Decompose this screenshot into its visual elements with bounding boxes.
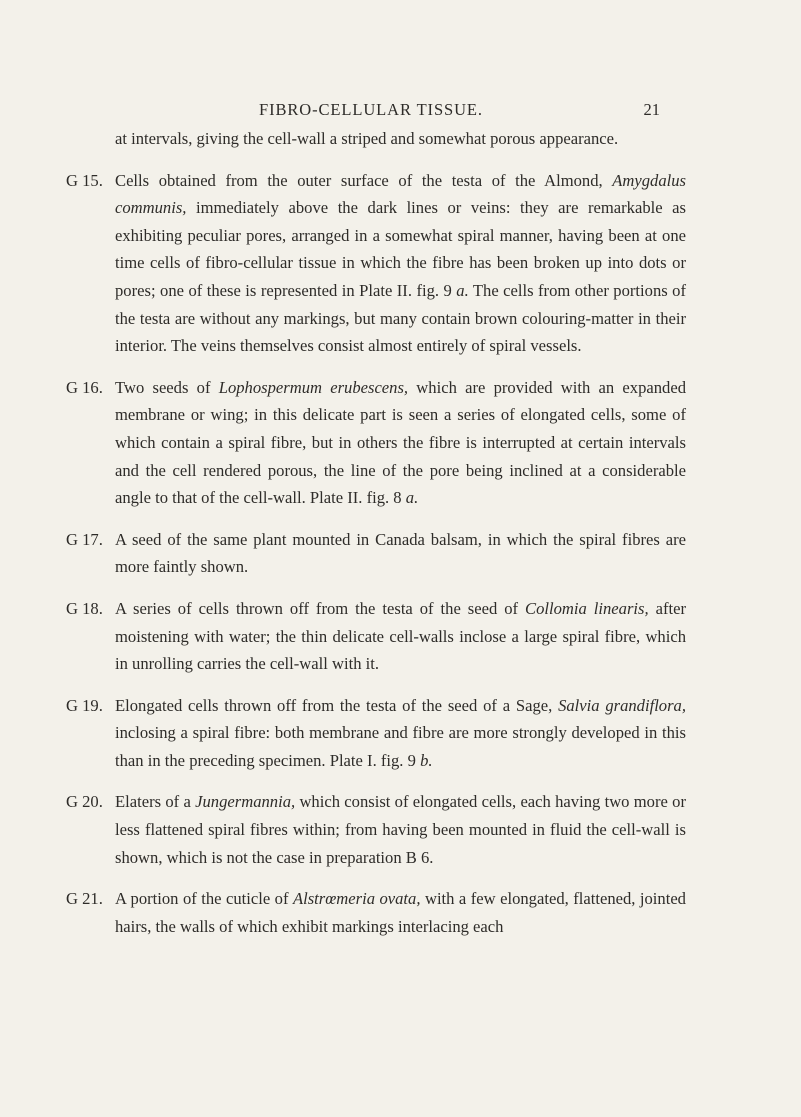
entry-label: G 15. [66, 170, 103, 190]
page-body [66, 125, 686, 940]
entry-label: G 19. [66, 695, 103, 715]
page-number: 21 [643, 100, 660, 119]
entry-label: G 21. [66, 889, 103, 909]
paragraph-text: at intervals, giving the cell-wall a striped and somewhat porous appearance. [115, 129, 619, 148]
entry-text: Elaters of a Jungermannia, which consist of elongated cells, each having two more or less flattened spiral fibres within; from having been mounted in fluid the cell-wall is shown, which is not the case in preparation B 6. [115, 792, 686, 867]
entry-label: G 18. [66, 598, 103, 618]
running-header [259, 100, 660, 126]
entry-label: G 16. [66, 377, 103, 397]
running-title: FIBRO-CELLULAR TISSUE. [259, 100, 483, 119]
entry-g18 [66, 595, 686, 678]
entry-g16 [66, 374, 686, 512]
entry-text: Cells obtained from the outer surface of the testa of the Almond, Amygdalus communis, immediately above the dark lines or veins: they are remarkable as exhibiting peculiar pores, arranged in a somewhat spiral manner, having been at one time cells of fibro-cellular tissue in which the fibre has been broken up into dots or pores; one of these is represented in Plate II. fig. 9 a. The cells from other portions of the testa are without any markings, but many contain brown colouring-matter in their interior. The veins themselves consist almost entirely of spiral vessels. [115, 170, 686, 356]
entry-g17 [66, 526, 686, 581]
entry-text: A series of cells thrown off from the testa of the seed of Collomia linearis, after moistening with water; the thin delicate cell-walls inclose a large spiral fibre, which in unrolling carries the cell-wall with it. [115, 598, 686, 674]
entry-label: G 17. [66, 529, 103, 549]
entry-g15 [66, 167, 686, 360]
entry-g19 [66, 692, 686, 775]
continued-paragraph [66, 125, 686, 153]
entry-g20 [66, 788, 686, 871]
entry-label: G 20. [66, 792, 103, 812]
entry-text: A portion of the cuticle of Alstrœmeria ovata, with a few elongated, flattened, jointed hairs, the walls of which exhibit markings interlacing each [115, 889, 686, 936]
entry-text: Two seeds of Lophospermum erubescens, which are provided with an expanded membrane or wing; in this delicate part is seen a series of elongated cells, some of which contain a spiral fibre, but in others the fibre is interrupted at certain intervals and the cell rendered porous, the line of the pore being inclined at a considerable angle to that of the cell-wall. Plate II. fig. 8 a. [115, 377, 686, 508]
entry-g21 [66, 885, 686, 940]
entry-text: A seed of the same plant mounted in Canada balsam, in which the spiral fibres are more faintly shown. [115, 529, 686, 577]
entry-text: Elongated cells thrown off from the testa of the seed of a Sage, Salvia grandiflora, inclosing a spiral fibre: both membrane and fibre are more strongly developed in this than in the preceding specimen. Plate I. fig. 9 b. [115, 695, 686, 770]
